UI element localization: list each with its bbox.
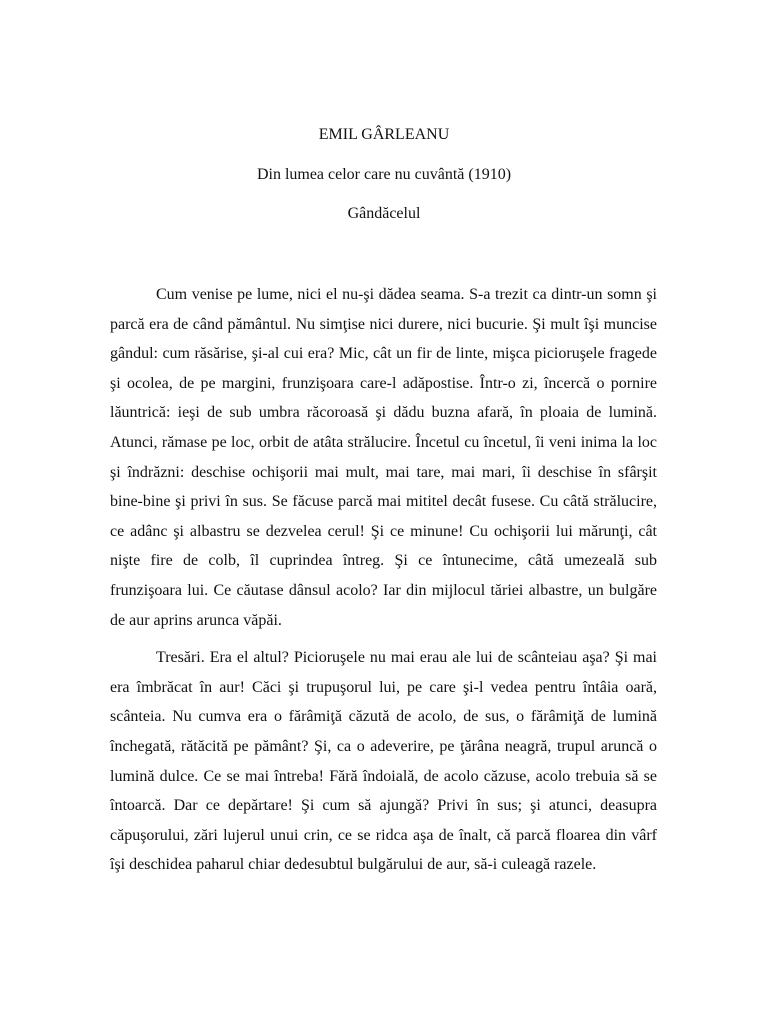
story-body <box>110 280 657 888</box>
author-name: EMIL GÂRLEANU <box>318 126 450 143</box>
story-title: Gândăcelul <box>347 205 421 222</box>
book-title: Din lumea celor care nu cuvântă (1910) <box>256 166 512 183</box>
paragraph-1: Cum venise pe lume, nici el nu-şi dădea seama. S-a trezit ca dintr-un somn şi parcă era de când pământul. Nu simţise nici durere, nici bucurie. Şi mult îşi muncise gândul: cum răsărise, şi-al cui era? Mic, cât un fir de linte, mişca picioruşele fragede şi ocolea, de pe margini, frunzişoara care-l adăpostise. Într-o zi, încercă o pornire lăuntrică: ieşi de sub umbra răcoroasă şi dădu buzna afară, în ploaia de lumină. Atunci, rămase pe loc, orbit de atâta strălucire. Încetul cu încetul, îi veni inima la loc şi îndrăzni: deschise ochişorii mai mult, mai tare, mai mari, îi deschise în sfârşit bine-bine şi privi în sus. Se făcuse parcă mai mititel decât fusese. Cu câtă strălucire, ce adânc şi albastru se dezvelea cerul! Şi ce minune! Cu ochişorii lui mărunţi, cât nişte fire de colb, îl cuprindea întreg. Şi ce întunecime, câtă umezeală sub frunzişoara lui. Ce căutase dânsul acolo? Iar din mijlocul tăriei albastre, un bulgăre de aur aprins arunca văpăi. <box>110 286 657 629</box>
paragraph-2: Tresări. Era el altul? Picioruşele nu mai erau ale lui de scânteiau aşa? Şi mai era îmbrăcat în aur! Căci şi trupuşorul lui, pe care şi-l vedea pentru întâia oară, scânteia. Nu cumva era o fărâmiţă căzută de acolo, de sus, o fărâmiţă de lumină închegată, rătăcită pe pământ? Şi, ca o adeverire, pe ţărâna neagră, trupul aruncă o lumină dulce. Ce se mai întreba! Fără îndoială, de acolo căzuse, acolo trebuia să se întoarcă. Dar ce depărtare! Şi cum să ajungă? Privi în sus; şi atunci, deasupra căpuşorului, zări lujerul unui crin, ce se ridca aşa de înalt, că parcă floarea din vârf îşi deschidea paharul chiar dedesubtul bulgărului de aur, să-i culeagă razele. <box>110 649 657 874</box>
